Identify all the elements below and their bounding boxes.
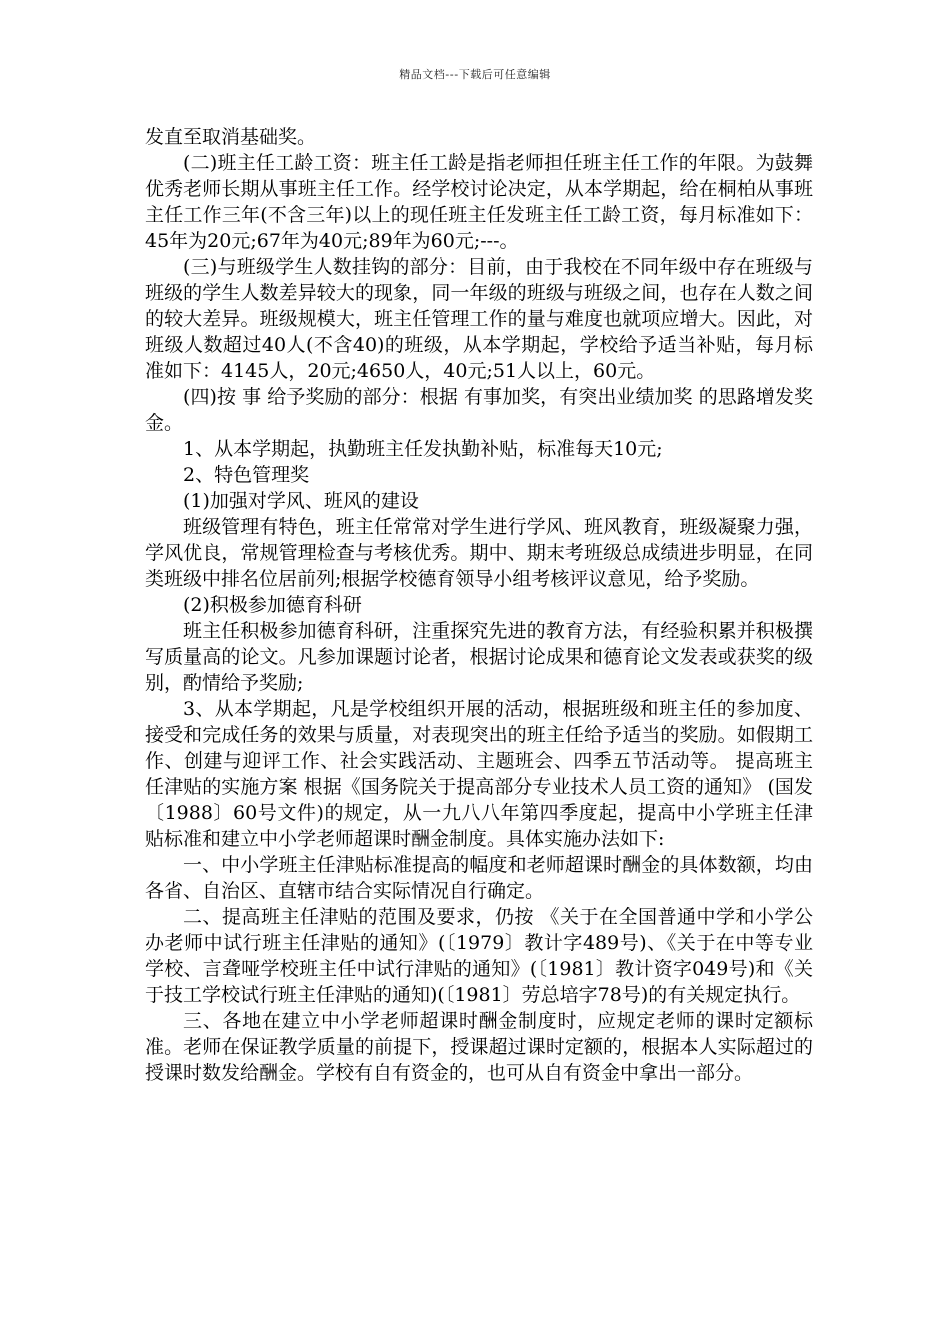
paragraph: 2、特色管理奖 — [183, 464, 310, 486]
paragraph: 发直至取消基础奖。 — [145, 126, 317, 148]
paragraph: (二)班主任工龄工资：班主任工龄是指老师担任班主任工作的年限。为鼓舞优秀老师长期从事班主任工作。经学校讨论决定，从本学期起，给在桐柏从事班主任工作三年(不含三年)以上的现任班主任发班主任工龄工资，每月标准如下：45年为20元;67年为40元;89年为60元;---。 — [145, 152, 813, 252]
paragraph: (三)与班级学生人数挂钩的部分：目前，由于我校在不同年级中存在班级与班级的学生人数差异较大的现象，同一年级的班级与班级之间，也存在人数之间的较大差异。班级规模大，班主任管理工作的量与难度也就项应增大。因此，对班级人数超过40人(不含40)的班级，从本学期起，学校给予适当补贴，每月标准如下：4145人，20元;4650人，40元;51人以上，60元。 — [145, 256, 813, 382]
paragraph: 3、从本学期起，凡是学校组织开展的活动，根据班级和班主任的参加度、接受和完成任务的效果与质量，对表现突出的班主任给予适当的奖励。如假期工作、创建与迎评工作、社会实践活动、主题班会、四季五节活动等。 提高班主任津贴的实施方案 根据《国务院关于提高部分专业技术人员工资的通知》 (国发〔1988〕60号文件)的规定，从一九八八年第四季度起，提高中小学班主任津贴标准和建立中小学老师超课时酬金制度。具体实施办法如下: — [145, 698, 813, 850]
paragraph: 班主任积极参加德育科研，注重探究先进的教育方法，有经验积累并积极撰写质量高的论文。凡参加课题讨论者，根据讨论成果和德育论文发表或获奖的级别，酌情给予奖励; — [145, 620, 813, 694]
paragraph: 1、从本学期起，执勤班主任发执勤补贴，标准每天10元; — [183, 438, 663, 460]
paragraph: 三、各地在建立中小学老师超课时酬金制度时，应规定老师的课时定额标准。老师在保证教学质量的前提下，授课超过课时定额的，根据本人实际超过的授课时数发给酬金。学校有自有资金的，也可从自有资金中拿出一部分。 — [145, 1010, 813, 1084]
paragraph: 二、提高班主任津贴的范围及要求，仍按 《关于在全国普通中学和小学公办老师中试行班主任津贴的通知》(〔1979〕教计字489号)、《关于在中等专业学校、言聋哑学校班主任中试行津贴的通知》(〔1981〕教计资字049号)和《关于技工学校试行班主任津贴的通知)(〔1981〕劳总培字78号)的有关规定执行。 — [145, 906, 813, 1006]
paragraph: (2)积极参加德育科研 — [183, 594, 362, 616]
page-header: 精品文档---下载后可任意编辑 — [399, 68, 551, 81]
document-body — [145, 124, 813, 1086]
paragraph: 一、中小学班主任津贴标准提高的幅度和老师超课时酬金的具体数额，均由各省、自治区、直辖市结合实际情况自行确定。 — [145, 854, 813, 902]
paragraph: (1)加强对学风、班风的建设 — [183, 490, 419, 512]
paragraph: 班级管理有特色，班主任常常对学生进行学风、班风教育，班级凝聚力强，学风优良，常规管理检查与考核优秀。期中、期末考班级总成绩进步明显，在同类班级中排名位居前列;根据学校德育领导小组考核评议意见，给予奖励。 — [145, 516, 813, 590]
paragraph: (四)按 事 给予奖励的部分：根据 有事加奖，有突出业绩加奖 的思路增发奖金。 — [145, 386, 813, 434]
